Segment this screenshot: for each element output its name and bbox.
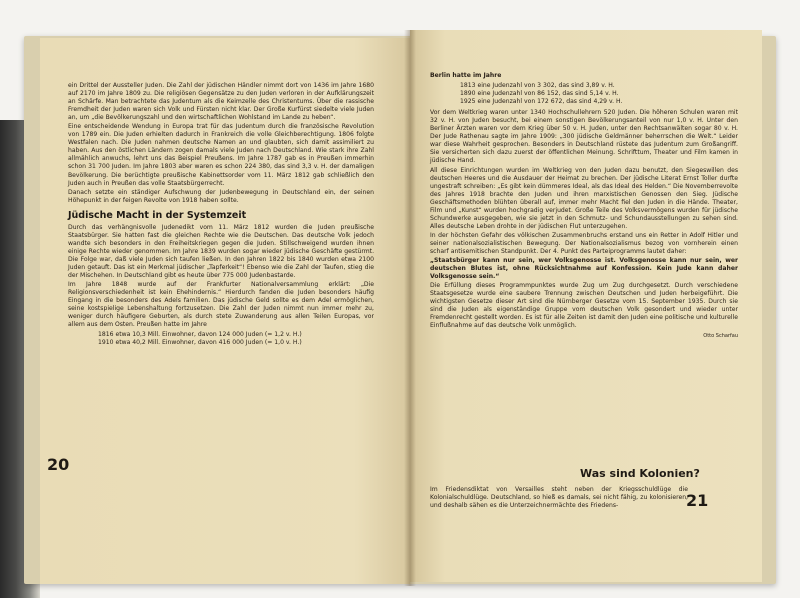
right-page-text: [430, 72, 738, 341]
stat-line: 1925 eine Judenzahl von 172 672, das sind 4,29 v. H.: [460, 98, 623, 106]
section-heading: Jüdische Macht in der Systemzeit: [68, 209, 247, 221]
page-number-left: 20: [47, 455, 70, 474]
left-page-text: [68, 82, 374, 350]
paragraph: Vor dem Weltkrieg waren unter 1340 Hochschullehrern 520 Juden. Die höheren Schulen waren mit 32 v. H. von Juden besucht, bei einem sonstigen Bevölkerungsanteil von nur 1,0 v. H. Unter den Berliner Ärzten waren vor dem Krieg über 50 v. H. Juden, unter den Rechtsanwälten sogar 80 v. H. Der Jude Rathenau sagte im Jahre 1909: „300 jüdische Geldmänner beherrschen die Welt.“ Leider war diese Wahrheit gesprochen. Besonders in Deutschland rüstete das Judentum zum Großangriff. Sie versicherten sich dazu zuerst der öffentlichen Meinung. Schrifttum, Theater und Film kamen in jüdische Hand.: [430, 109, 738, 165]
paragraph: Im Friedensdiktat von Versailles steht neben der Kriegsschuldlüge die Kolonialschuldlüge. Deutschland, so hieß es damals, sei nicht fähig, zu kolonisieren, und deshalb sähen es die Unterzeichnermächte des Friedens-: [430, 486, 688, 510]
stat-line: 1910 etwa 40,2 Mill. Einwohner, davon 416 000 Juden (= 1,0 v. H.): [98, 339, 302, 347]
author-signature: Otto Scharfau: [703, 333, 738, 340]
section-heading: Was sind Kolonien?: [580, 467, 700, 480]
population-stats: [98, 331, 374, 347]
paragraph: All diese Einrichtungen wurden im Weltkrieg von den Juden dazu benutzt, den Siegeswillen des deutschen Heeres und die Ausdauer der Heimat zu brechen. Der jüdische Literat Ernst Toller durfte ungestraft schreiben: „Es gibt kein dümmeres Ideal, als das Ideal des Helden.“ Die Novemberrevolte des Jahres 1918 brachte den Juden und ihren marxistischen Genossen den Sieg. Jüdische Geschäftsmethoden blühten überall auf, immer mehr Macht fiel den Juden in die Hände. Theater, Film und „Kunst“ wurden hochgradig verjudet. Große Teile des Volksvermögens wurden für jüdische Schundwerke ausgegeben, wie sie jetzt in den Schmutz- und Schundausstellungen zu sehen sind. Alles deutsche Leben drohte in der jüdischen Flut unterzugehen.: [430, 166, 738, 230]
paragraph: ein Drittel der Aussteller Juden. Die Zahl der jüdischen Händler nimmt dort von 1436 im Jahre 1680 auf 2170 im Jahre 1809 zu. Die religiösen Gegensätze zu den Juden verloren in der Aufklärungszeit an Schärfe. Man betrachtete das Judentum als die Keimzelle des Christentums. Über die rassische Fremdheit der Juden waren sich Volk und Fürsten nicht klar. Der Große Kurfürst siedelte viele Juden an, um „die Bevölkerungszahl und den wirtschaftlichen Wohlstand im Lande zu heben“.: [68, 82, 374, 122]
paragraph: Eine entscheidende Wendung in Europa trat für das Judentum durch die französische Revolution von 1789 ein. Die Juden erhielten dadurch in Frankreich die volle Gleichberechtigung. 1806 folgte Westfalen nach. Die Juden nahmen deutsche Namen an und glaubten, sich damit assimiliert zu haben. Aus den östlichen Ländern zogen damals viele Juden nach Deutschland. Wie stark ihre Zahl allmählich anwuchs, lehrt uns das Beispiel Preußens. Im Jahre 1787 gab es in Preußen immerhin schon 31 700 Juden. Im Jahre 1803 aber waren es schon 224 380, das sind 3,3 v. H. der damaligen Bevölkerung. Die berüchtigte preußische Kabinettsorder vom 11. März 1812 gab schließlich den Juden auch in Preußen das volle Staatsbürgerrecht.: [68, 123, 374, 187]
quote: „Staatsbürger kann nur sein, wer Volksgenosse ist. Volksgenosse kann nur sein, wer deutschen Blutes ist, ohne Rücksichtnahme auf Konfession. Kein Jude kann daher Volksgenosse sein.“: [430, 257, 738, 281]
book-gutter: [404, 30, 416, 586]
paragraph: Berlin hatte im Jahre: [430, 72, 502, 79]
paragraph: In der höchsten Gefahr des völkischen Zusammenbruchs erstand uns ein Retter in Adolf Hitler und seiner nationalsozialistischen Bewegung. Der Nationalsozialismus bezog von vornherein einen scharf antisemitischen Standpunkt. Der 4. Punkt des Parteiprogramms lautet daher:: [430, 231, 738, 255]
paragraph: Durch das verhängnisvolle Judenedikt vom 11. März 1812 wurden die Juden preußische Staatsbürger. Sie hatten fast die gleichen Rechte wie die Deutschen. Das deutsche Volk jedoch wandte sich besonders in den Freiheitskriegen gegen die Juden. Stillschweigend wurden ihnen einige Rechte wieder genommen. Im Jahre 1839 wurden sogar wieder jüdische Geschäfte gestürmt. Die Folge war, daß viele Juden sich taufen ließen. In den Jahren 1822 bis 1840 wurden etwa 2100 Juden getauft. Das ist ein Merkmal jüdischer „Tapferkeit“! Ebenso wie die Zahl der Taufen, stieg die der Mischehen. In Deutschland gibt es heute über 775 000 Judenbastarde.: [68, 223, 374, 280]
stat-line: 1890 eine Judenzahl von 86 152, das sind 5,14 v. H.: [460, 90, 619, 98]
paragraph: Im Jahre 1848 wurde auf der Frankfurter Nationalversammlung erklärt: „Die Religionsverschiedenheit ist kein Ehehindernis.“ Hierdurch fanden die Juden besonders häufig Eingang in die besonders des Adels familien. Das jüdische Geld sollte es dem Adel ermöglichen, seine kostspielige Lebenshaltung fortzusetzen. Die Zahl der Juden nimmt nun immer mehr zu, weniger durch häufigere Geburten, als durch stete Zuwanderung aus allen Teilen Europas, vor allem aus dem Osten. Preußen hatte im Jahre: [68, 281, 374, 329]
berlin-stats: [460, 82, 738, 106]
stat-line: 1813 eine Judenzahl von 3 302, das sind 3,89 v. H.: [460, 82, 615, 90]
page-number-right: 21: [686, 491, 709, 510]
paragraph: Die Erfüllung dieses Programmpunktes wurde Zug um Zug durchgesetzt. Durch verschiedene Staatsgesetze wurde eine saubere Trennung zwischen Deutschen und Juden herbeigeführt. Die wichtigsten Gesetze dieser Art sind die Nürnberger Gesetze vom 15. September 1935. Durch sie sind die Juden als eigenständige Gruppe vom deutschen Volk gesondert und wieder unter Fremdenrecht gestellt worden. Es ist für alle Zeiten ist damit den Juden eine politische und kulturelle Einflußnahme auf das deutsche Volk unmöglich.: [430, 282, 738, 330]
paragraph: Danach setzte ein ständiger Aufschwung der Judenbewegung in Deutschland ein, der seinen Höhepunkt in der feigen Revolte von 1918 haben sollte.: [68, 188, 374, 204]
stat-line: 1816 etwa 10,3 Mill. Einwohner, davon 124 000 Juden (= 1,2 v. H.): [98, 331, 302, 339]
